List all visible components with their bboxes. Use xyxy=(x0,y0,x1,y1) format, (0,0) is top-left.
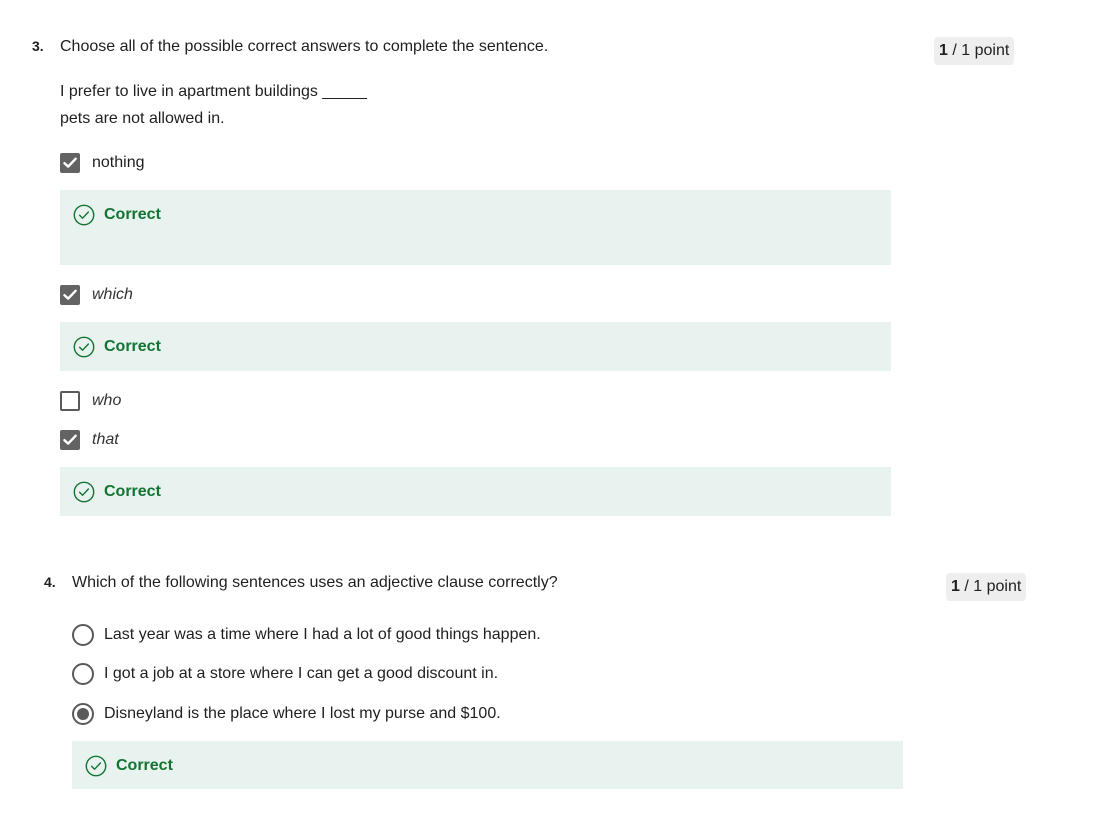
radio-selected[interactable] xyxy=(72,703,94,725)
points-badge xyxy=(934,37,1014,65)
option-label: Last year was a time where I had a lot of good things happen. xyxy=(104,626,541,643)
checkmark-icon xyxy=(63,434,77,446)
feedback-label: Correct xyxy=(104,338,161,355)
check-circle-icon xyxy=(73,336,95,358)
option-label: who xyxy=(92,392,122,409)
feedback-correct xyxy=(60,467,891,516)
question-number: 4. xyxy=(44,574,56,590)
option-nothing[interactable] xyxy=(60,152,145,174)
check-circle-icon xyxy=(73,204,95,226)
question-prompt: Which of the following sentences uses an adjective clause correctly? xyxy=(72,574,558,591)
option-who[interactable] xyxy=(60,390,121,412)
option-3[interactable] xyxy=(72,703,501,725)
checkbox-unchecked[interactable] xyxy=(60,391,80,411)
question-number: 3. xyxy=(32,38,44,54)
option-that[interactable] xyxy=(60,429,119,451)
radio-unselected[interactable] xyxy=(72,624,94,646)
points-earned: 1 xyxy=(951,578,960,595)
feedback-correct xyxy=(60,190,891,265)
option-label: Disneyland is the place where I lost my purse and $100. xyxy=(104,705,501,722)
option-1[interactable] xyxy=(72,624,541,646)
stem-line-2: pets are not allowed in. xyxy=(60,110,225,127)
option-label: which xyxy=(92,286,133,303)
question-prompt: Choose all of the possible correct answers to complete the sentence. xyxy=(60,38,549,55)
feedback-label: Correct xyxy=(104,483,161,500)
checkbox-checked[interactable] xyxy=(60,153,80,173)
checkbox-checked[interactable] xyxy=(60,430,80,450)
checkbox-checked[interactable] xyxy=(60,285,80,305)
radio-unselected[interactable] xyxy=(72,663,94,685)
radio-dot xyxy=(77,708,89,720)
option-which[interactable] xyxy=(60,284,133,306)
check-circle-icon xyxy=(73,481,95,503)
option-label: I got a job at a store where I can get a good discount in. xyxy=(104,665,499,682)
option-2[interactable] xyxy=(72,663,498,685)
points-earned: 1 xyxy=(939,42,948,59)
points-total: / 1 point xyxy=(952,42,1010,59)
feedback-label: Correct xyxy=(116,757,173,774)
stem-line-1: I prefer to live in apartment buildings _____ xyxy=(60,83,367,100)
feedback-correct xyxy=(72,741,903,789)
question-stem xyxy=(60,78,367,132)
checkmark-icon xyxy=(63,157,77,169)
feedback-correct xyxy=(60,322,891,371)
points-badge xyxy=(946,573,1026,601)
check-circle-icon xyxy=(85,755,107,777)
option-label: that xyxy=(92,431,119,448)
option-label: nothing xyxy=(92,154,145,171)
points-total: / 1 point xyxy=(964,578,1022,595)
feedback-label: Correct xyxy=(104,206,161,223)
checkmark-icon xyxy=(63,289,77,301)
